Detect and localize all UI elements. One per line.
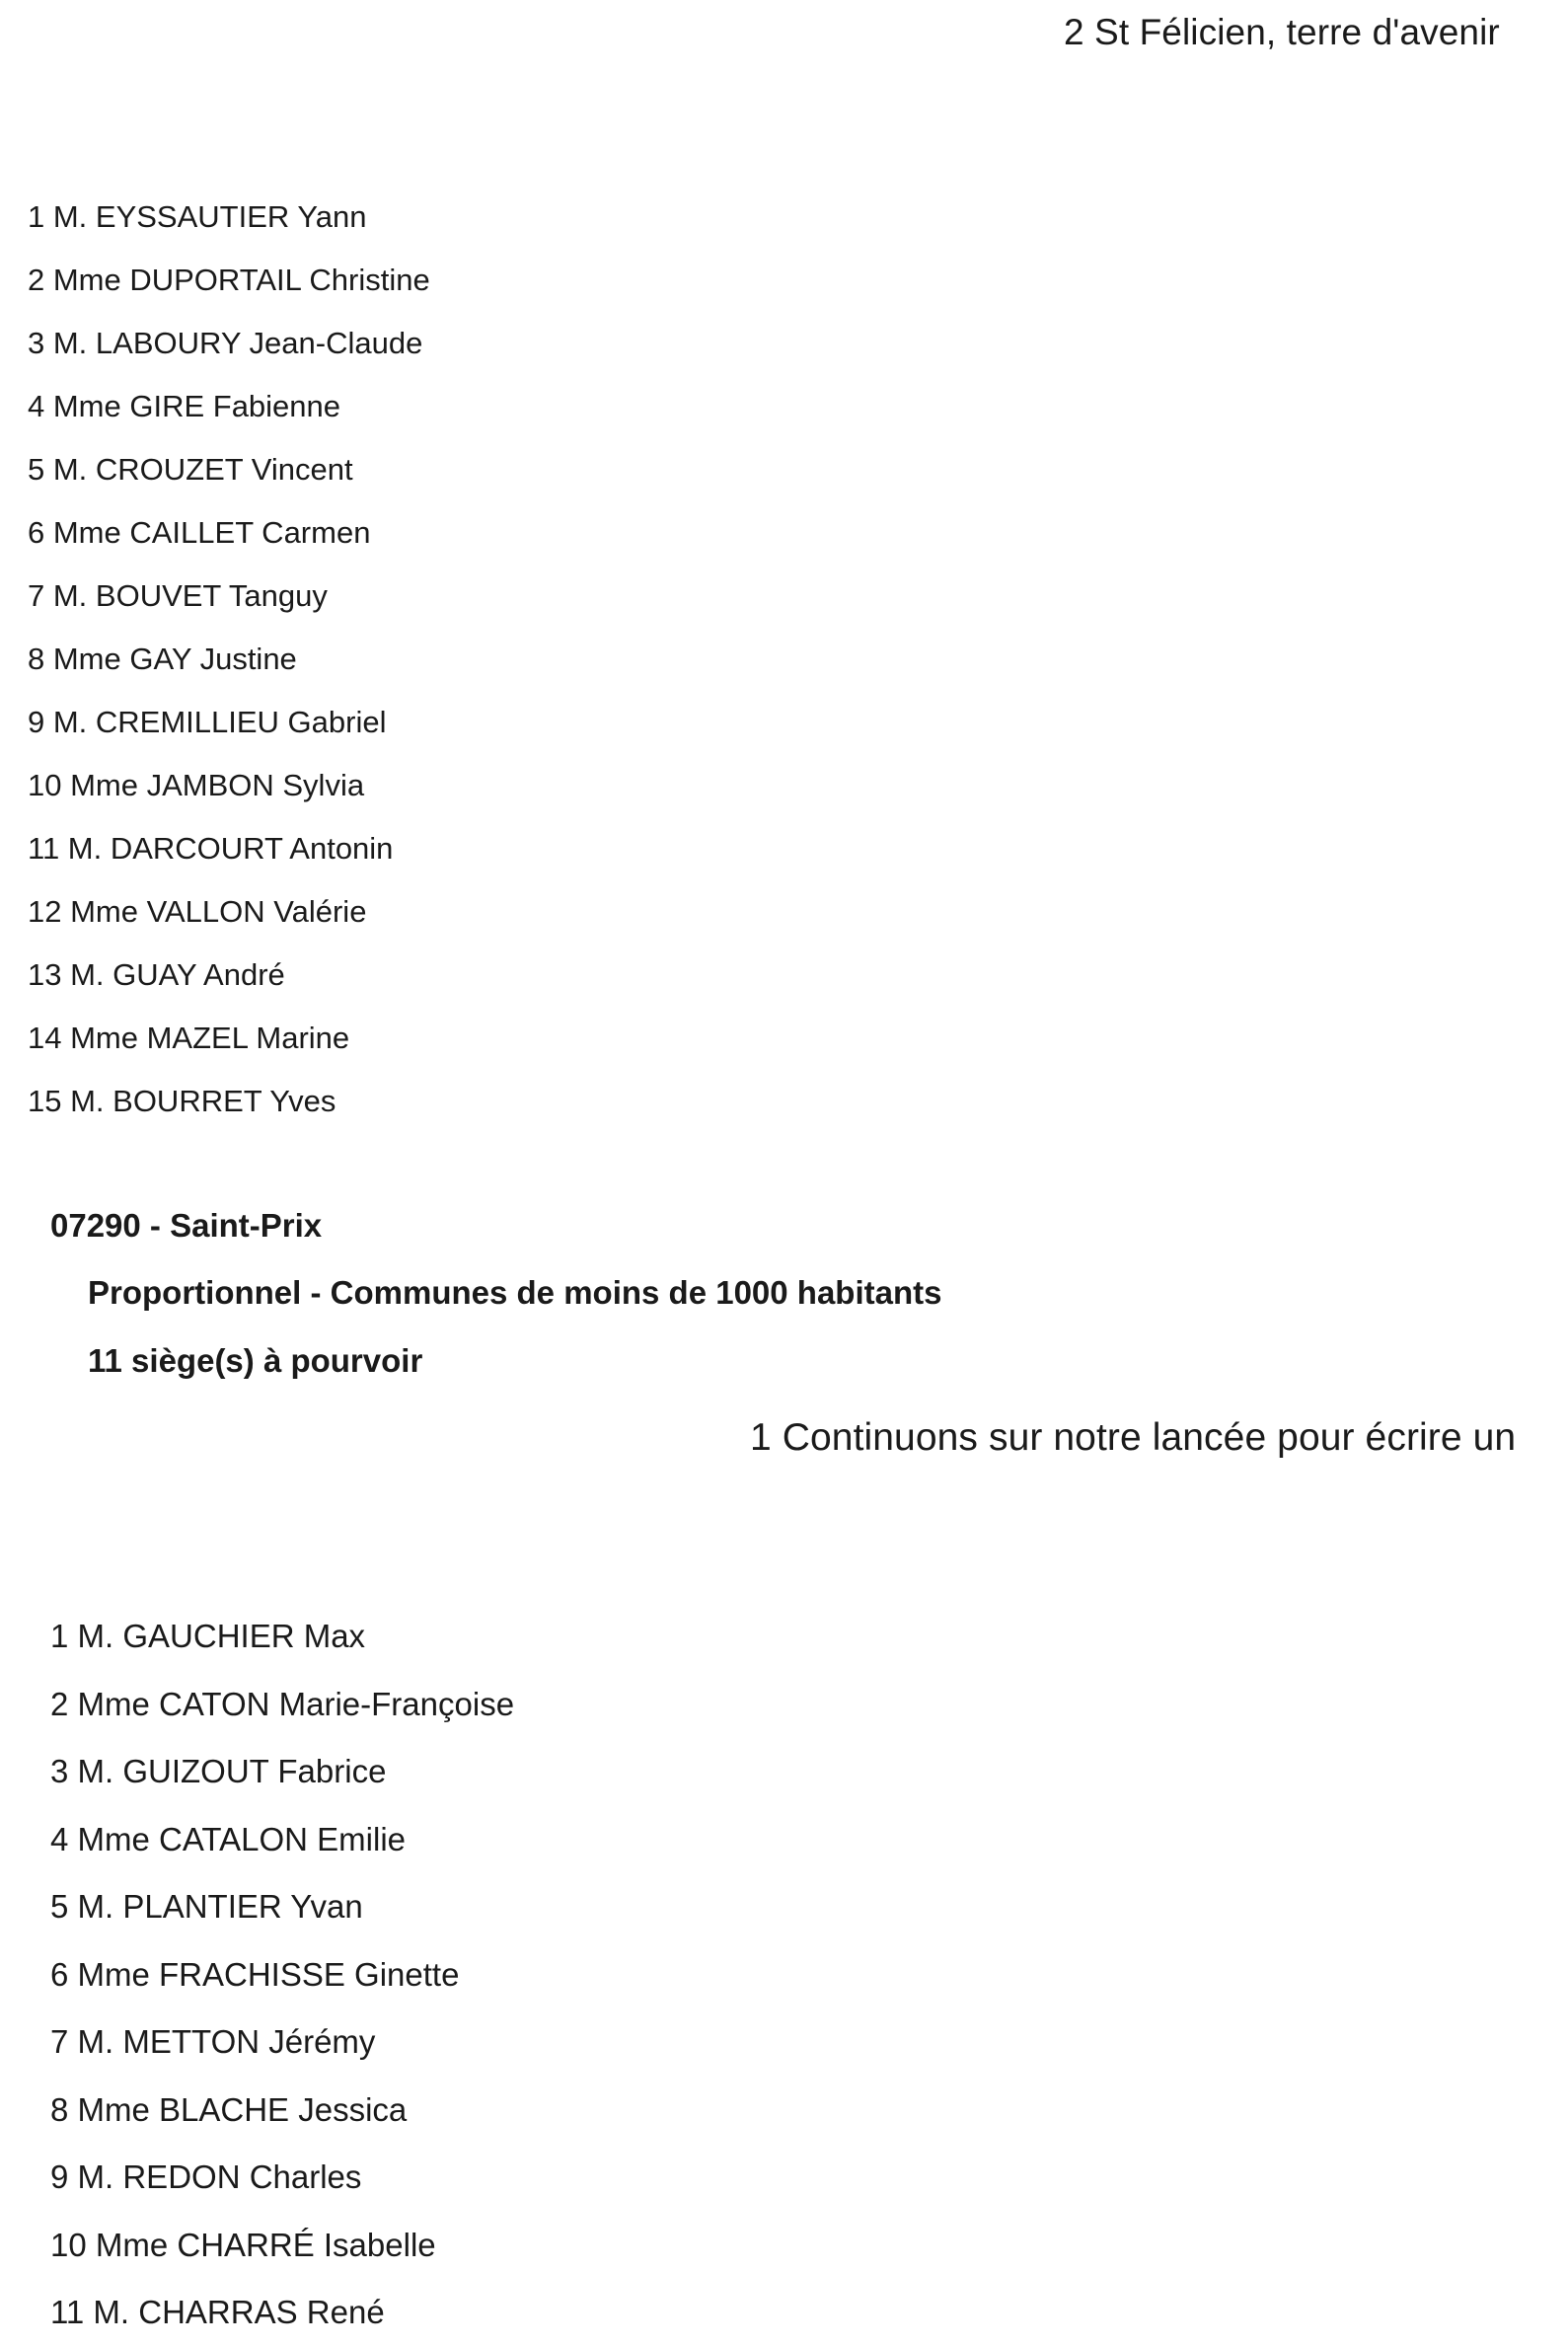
candidate-item: 6 Mme FRACHISSE Ginette bbox=[50, 1956, 460, 1993]
candidate-item: 1 M. GAUCHIER Max bbox=[50, 1618, 366, 1654]
candidate-item: 7 M. BOUVET Tanguy bbox=[28, 578, 328, 613]
candidate-item: 2 Mme DUPORTAIL Christine bbox=[28, 263, 430, 297]
candidate-item: 12 Mme VALLON Valérie bbox=[28, 894, 367, 929]
seats-to-fill: 11 siège(s) à pourvoir bbox=[88, 1342, 423, 1379]
candidate-item: 6 Mme CAILLET Carmen bbox=[28, 515, 371, 550]
list-title-continuons: 1 Continuons sur notre lancée pour écrire un bbox=[750, 1416, 1517, 1459]
candidate-item: 3 M. GUIZOUT Fabrice bbox=[50, 1753, 387, 1789]
candidate-item: 14 Mme MAZEL Marine bbox=[28, 1021, 350, 1055]
candidate-item: 2 Mme CATON Marie-Françoise bbox=[50, 1686, 515, 1722]
election-mode: Proportionnel - Communes de moins de 1000 habitants bbox=[88, 1274, 942, 1311]
candidate-item: 4 Mme CATALON Emilie bbox=[50, 1821, 407, 1857]
candidate-item: 9 M. REDON Charles bbox=[50, 2158, 362, 2195]
list-title-st-felicien: 2 St Félicien, terre d'avenir bbox=[1064, 12, 1500, 52]
candidate-item: 8 Mme GAY Justine bbox=[28, 642, 297, 676]
candidate-item: 8 Mme BLACHE Jessica bbox=[50, 2091, 408, 2128]
candidate-item: 13 M. GUAY André bbox=[28, 957, 285, 992]
candidate-item: 11 M. DARCOURT Antonin bbox=[28, 831, 394, 866]
candidate-item: 10 Mme JAMBON Sylvia bbox=[28, 768, 365, 802]
candidate-item: 1 M. EYSSAUTIER Yann bbox=[28, 199, 367, 234]
candidate-item: 5 M. CROUZET Vincent bbox=[28, 452, 353, 487]
candidate-item: 3 M. LABOURY Jean-Claude bbox=[28, 326, 423, 360]
candidate-item: 9 M. CREMILLIEU Gabriel bbox=[28, 705, 387, 739]
candidate-item: 5 M. PLANTIER Yvan bbox=[50, 1888, 363, 1925]
candidate-item: 7 M. METTON Jérémy bbox=[50, 2023, 376, 2060]
commune-name: 07290 - Saint-Prix bbox=[50, 1207, 323, 1244]
candidate-item: 4 Mme GIRE Fabienne bbox=[28, 389, 341, 423]
candidate-item: 10 Mme CHARRÉ Isabelle bbox=[50, 2227, 436, 2263]
candidate-item: 11 M. CHARRAS René bbox=[50, 2294, 385, 2330]
candidate-item: 15 M. BOURRET Yves bbox=[28, 1084, 336, 1118]
